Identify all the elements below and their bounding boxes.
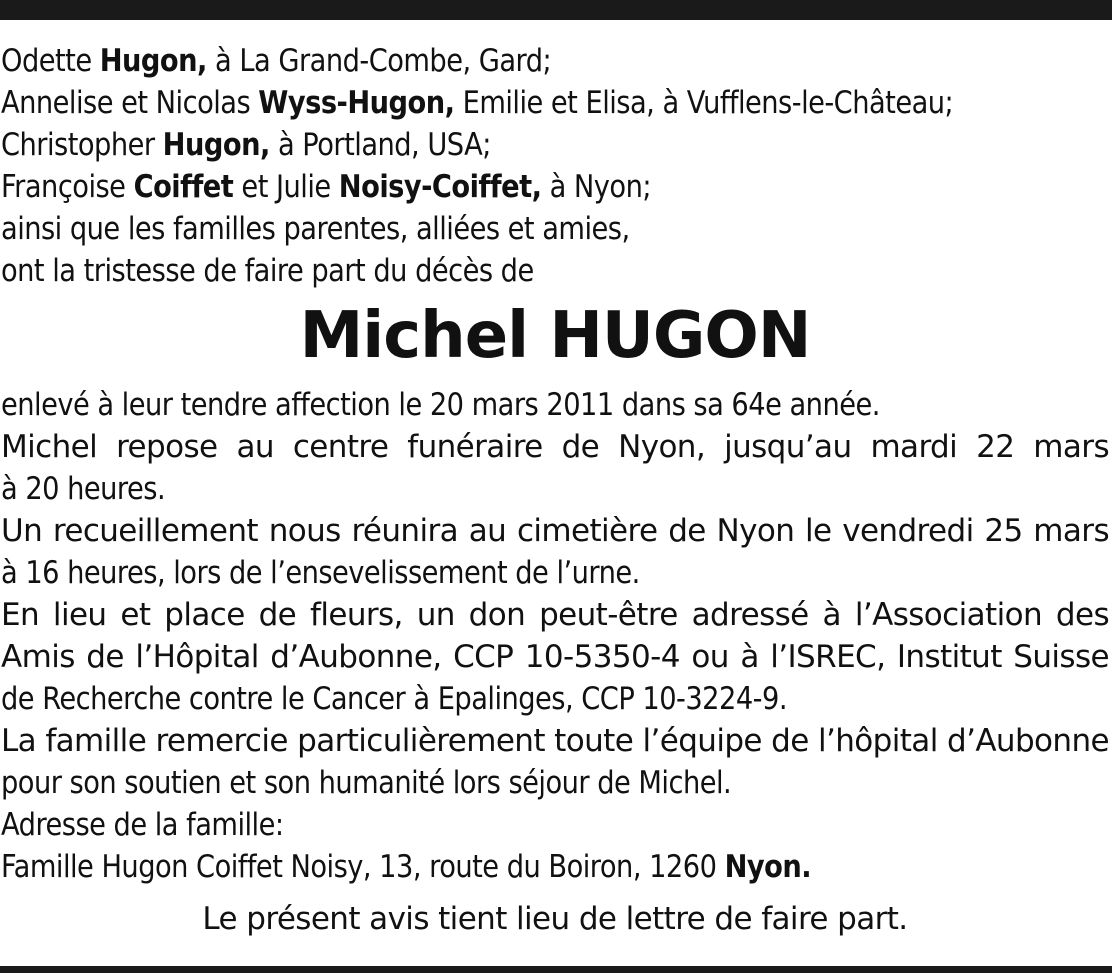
address-city: Nyon. — [724, 849, 812, 885]
body-line-11: Adresse de la famille: — [1, 807, 284, 843]
family-name: Noisy-Coiffet, — [338, 169, 542, 205]
family-name: Hugon, — [99, 43, 207, 79]
address-line — [1, 846, 976, 888]
body-line-10: pour son soutien et son humanité lors séjour de Michel. — [1, 765, 732, 801]
deceased-name: Michel HUGON — [299, 299, 811, 373]
family-name: Hugon, — [162, 127, 270, 163]
family-line-4: Françoise Coiffet et Julie Noisy-Coiffet, à Nyon; — [1, 169, 651, 205]
body-line-4: Un recueillement nous réunira au cimetière de Nyon le vendredi 25 mars — [1, 513, 1109, 549]
obituary-notice — [1, 40, 1109, 940]
body-line-3: à 20 heures. — [1, 471, 166, 507]
address-text: Famille Hugon Coiffet Noisy, 13, route du Boiron, 1260 — [1, 849, 725, 885]
body-line-9: La famille remercie particulièrement toute l’équipe de l’hôpital d’Aubonne — [1, 723, 1109, 759]
body-line-7: Amis de l’Hôpital d’Aubonne, CCP 10-5350-4 ou à l’ISREC, Institut Suisse — [1, 639, 1109, 675]
bottom-rule — [0, 966, 1112, 973]
body-line-5: à 16 heures, lors de l’ensevelissement de l’urne. — [1, 555, 640, 591]
family-line-1: Odette Hugon, à La Grand-Combe, Gard; — [1, 43, 552, 79]
body-line-2: Michel repose au centre funéraire de Nyon, jusqu’au mardi 22 mars — [1, 429, 1109, 465]
body-line-1: enlevé à leur tendre affection le 20 mars 2011 dans sa 64e année. — [1, 387, 880, 423]
family-line-2: Annelise et Nicolas Wyss-Hugon, Emilie et Elisa, à Vufflens-le-Château; — [1, 85, 954, 121]
family-name: Coiffet — [133, 169, 234, 205]
top-rule — [0, 0, 1112, 20]
intro-line-2: ont la tristesse de faire part du décès de — [1, 253, 534, 289]
family-line-3: Christopher Hugon, à Portland, USA; — [1, 127, 491, 163]
body-line-6: En lieu et place de fleurs, un don peut-être adressé à l’Association des — [1, 597, 1109, 633]
family-name: Wyss-Hugon, — [258, 85, 455, 121]
intro-line-1: ainsi que les familles parentes, alliées et amies, — [1, 211, 630, 247]
closing-note: Le présent avis tient lieu de lettre de faire part. — [202, 901, 908, 937]
body-line-8: de Recherche contre le Cancer à Epalinges, CCP 10-3224-9. — [1, 681, 787, 717]
